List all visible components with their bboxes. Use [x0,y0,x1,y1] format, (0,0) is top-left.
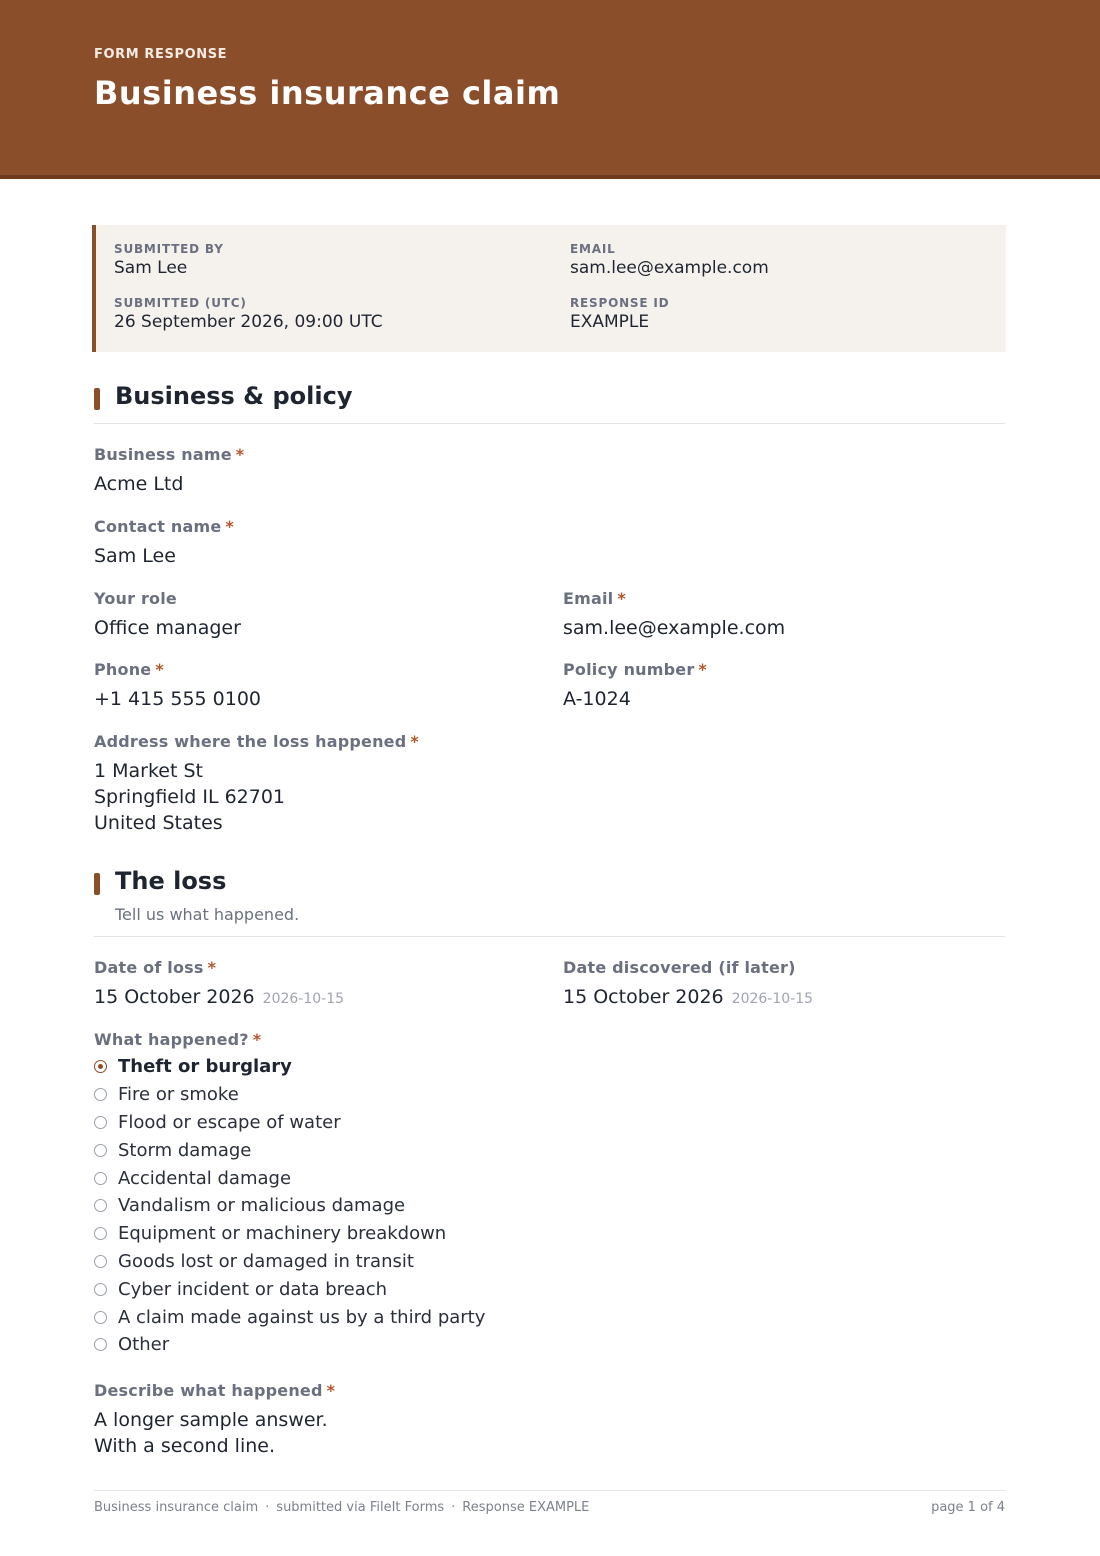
field-label [563,660,707,679]
form-header [0,0,1100,179]
field-value: sam.lee@example.com [563,617,786,639]
meta-response-id [570,296,669,332]
what-happened-options [94,1053,485,1359]
radio-empty-icon [94,1338,107,1351]
required-marker: * [326,1381,336,1400]
radio-empty-icon [94,1172,107,1185]
address-line: 1 Market St [94,760,203,782]
field-label [94,517,234,536]
meta-label: EMAIL [570,242,616,256]
radio-option-label: Equipment or machinery breakdown [118,1223,447,1245]
required-marker: * [617,589,626,608]
meta-value: sam.lee@example.com [570,258,769,278]
form-eyebrow: FORM RESPONSE [94,47,228,62]
meta-label: RESPONSE ID [570,296,670,310]
field-phone [94,660,261,712]
field-label-text: Address where the loss happened [94,732,407,751]
section-business-policy [94,382,1005,424]
radio-option-label: Theft or burglary [118,1056,292,1078]
date-iso: 2026-10-15 [262,991,345,1007]
radio-empty-icon [94,1227,107,1240]
field-email [563,589,785,641]
field-label-text: Your role [94,589,177,608]
field-value [94,1407,335,1459]
date-display: 15 October 2026 [94,986,255,1008]
field-loss-address [94,732,419,836]
field-value: Office manager [94,617,241,639]
field-label [94,732,419,751]
field-label-text: Phone [94,660,152,679]
meta-value: EXAMPLE [570,312,650,332]
meta-email [570,242,769,278]
radio-empty-icon [94,1199,107,1212]
required-marker: * [235,445,245,464]
field-contact-name [94,517,234,569]
field-label [94,1030,261,1049]
radio-option [94,1331,485,1359]
radio-option [94,1081,485,1109]
field-date-of-loss [94,958,344,1012]
footer-separator: · [451,1500,456,1515]
section-accent-bar [94,388,100,410]
required-marker: * [207,958,217,977]
footer-separator: · [265,1500,270,1515]
field-business-name [94,445,244,497]
field-label [94,660,261,679]
radio-option-label: A claim made against us by a third party [118,1306,486,1328]
radio-selected-icon [94,1060,107,1073]
submission-meta [92,225,1006,352]
radio-option [94,1053,485,1081]
answer-line: A longer sample answer. [94,1409,328,1431]
meta-value: Sam Lee [114,258,188,278]
field-label [94,589,241,608]
radio-option [94,1164,485,1192]
field-label [94,958,344,977]
field-label-text: Business name [94,445,232,464]
meta-submitted-by [114,242,224,278]
field-value [94,984,344,1012]
date-display: 15 October 2026 [563,986,724,1008]
field-label-text: Date of loss [94,958,204,977]
radio-option-label: Fire or smoke [118,1084,239,1106]
answer-line: With a second line. [94,1435,275,1457]
section-the-loss [94,867,1005,937]
radio-option [94,1136,485,1164]
section-title: The loss [115,867,227,895]
field-label [94,1381,335,1400]
field-label-text: Date discovered (if later) [563,958,796,977]
field-value: A-1024 [563,688,631,710]
radio-empty-icon [94,1255,107,1268]
required-marker: * [252,1030,262,1049]
radio-option [94,1248,485,1276]
field-label-text: What happened? [94,1030,249,1049]
required-marker: * [225,517,234,536]
radio-option [94,1303,485,1331]
radio-empty-icon [94,1283,107,1296]
field-value [563,984,813,1012]
date-iso: 2026-10-15 [731,991,814,1007]
section-subtitle: Tell us what happened. [115,905,300,924]
field-value: +1 415 555 0100 [94,688,262,710]
radio-option [94,1192,485,1220]
address-line: United States [94,812,223,834]
radio-option-label: Cyber incident or data breach [118,1278,388,1300]
field-policy-number [563,660,707,712]
page-footer [94,1490,1005,1521]
field-label-text: Contact name [94,517,222,536]
section-title: Business & policy [115,382,353,410]
radio-option-label: Accidental damage [118,1167,292,1189]
field-your-role [94,589,241,641]
radio-option-label: Vandalism or malicious damage [118,1195,406,1217]
field-label-text: Describe what happened [94,1381,323,1400]
field-date-discovered [563,958,813,1012]
field-label [563,589,785,608]
footer-response: Response EXAMPLE [462,1500,590,1515]
radio-empty-icon [94,1144,107,1157]
radio-empty-icon [94,1116,107,1129]
footer-info [94,1500,589,1515]
field-value: Acme Ltd [94,473,184,495]
field-label [563,958,813,977]
meta-label: SUBMITTED (UTC) [114,296,247,310]
field-what-happened [94,1030,261,1049]
radio-option-label: Other [118,1334,170,1356]
field-value: Sam Lee [94,545,176,567]
form-title: Business insurance claim [94,74,561,112]
meta-label: SUBMITTED BY [114,242,224,256]
address-line: Springfield IL 62701 [94,786,286,808]
required-marker: * [155,660,164,679]
footer-page-number: page 1 of 4 [931,1500,1005,1515]
meta-submitted-utc [114,296,383,332]
meta-value: 26 September 2026, 09:00 UTC [114,312,383,332]
field-label-text: Email [563,589,614,608]
footer-via: submitted via FileIt Forms [276,1500,445,1515]
radio-option [94,1275,485,1303]
radio-option-label: Storm damage [118,1139,252,1161]
footer-form-name: Business insurance claim [94,1500,259,1515]
radio-empty-icon [94,1088,107,1101]
radio-option-label: Goods lost or damaged in transit [118,1250,414,1272]
required-marker: * [410,732,419,751]
section-accent-bar [94,873,100,895]
field-describe-what-happened [94,1381,335,1459]
radio-option-label: Flood or escape of water [118,1111,341,1133]
radio-option [94,1220,485,1248]
radio-empty-icon [94,1311,107,1324]
radio-option [94,1109,485,1137]
field-label-text: Policy number [563,660,695,679]
required-marker: * [698,660,707,679]
field-label [94,445,244,464]
field-value [94,758,419,836]
